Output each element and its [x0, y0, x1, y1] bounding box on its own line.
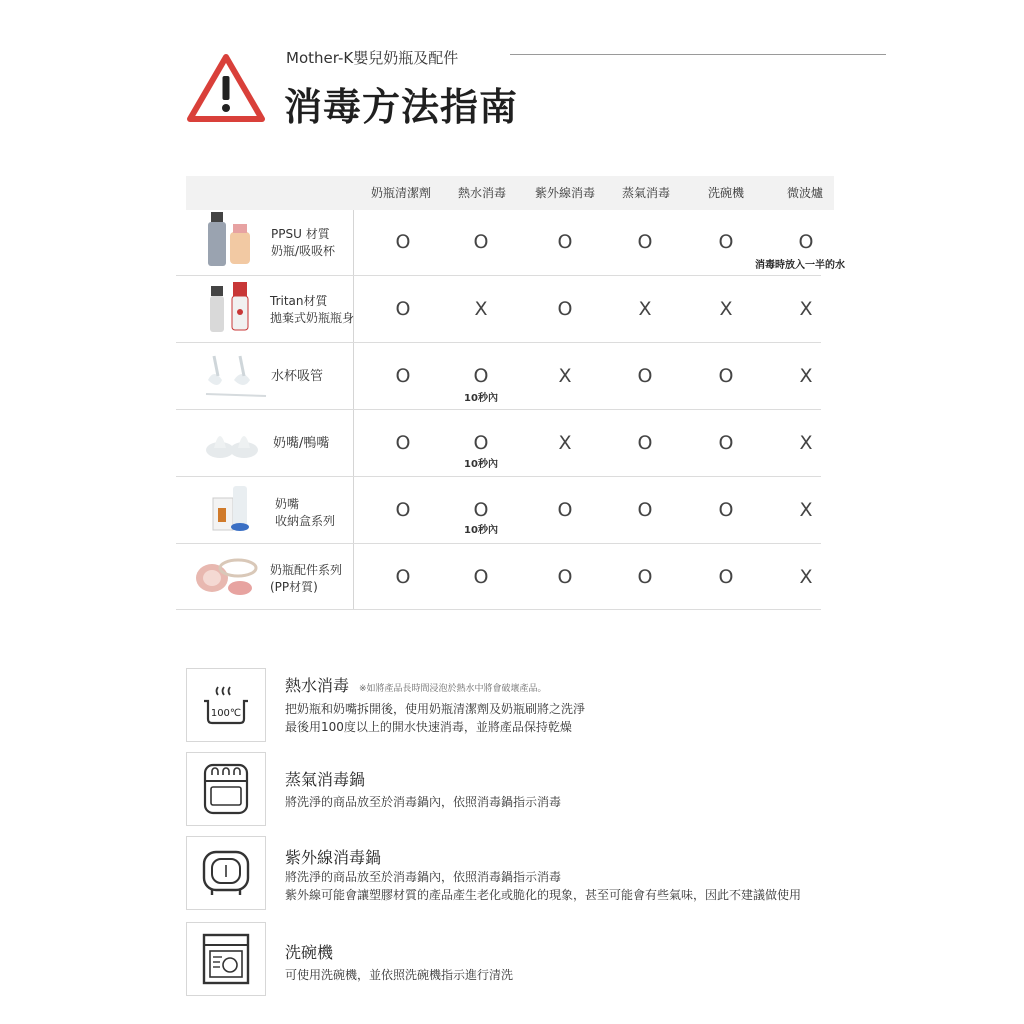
uv-method-box: [186, 836, 266, 910]
table-cell-mark: O: [473, 432, 489, 454]
row-label: PPSU 材質 奶瓶/吸吸杯: [271, 227, 336, 258]
column-header: 熱水消毒: [457, 186, 507, 200]
row-label: 奶瓶配件系列 (PP材質): [270, 563, 343, 594]
table-cell-mark: O: [637, 365, 653, 387]
column-header: 洗碗機: [707, 186, 745, 200]
straw-image: [200, 350, 270, 402]
table-cell-mark: O: [718, 566, 734, 588]
header-divider: [510, 54, 886, 55]
table-cell-mark: O: [637, 499, 653, 521]
method-description: 將洗淨的商品放至於消毒鍋內，依照消毒鍋指示消毒: [285, 795, 562, 809]
table-cell-mark: O: [395, 499, 411, 521]
table-cell-mark: O: [557, 566, 573, 588]
row-divider: [176, 409, 821, 410]
hot-water-pot-icon: [200, 683, 252, 727]
table-cell-mark: X: [799, 298, 813, 320]
table-cell-mark: X: [558, 432, 572, 454]
table-cell-mark: O: [473, 566, 489, 588]
method-title: 熱水消毒 ※如將產品長時間浸泡於熱水中將會破壞產品。: [285, 676, 547, 695]
column-header: 紫外線消毒: [534, 186, 596, 200]
dishwasher-icon: [200, 931, 252, 987]
table-cell-mark: O: [395, 231, 411, 253]
table-cell-mark: X: [558, 365, 572, 387]
dishwasher-method-box: [186, 922, 266, 996]
table-cell-mark: X: [799, 566, 813, 588]
table-cell-mark: O: [395, 566, 411, 588]
table-cell-mark: O: [637, 432, 653, 454]
hot-water-temp-label: 100℃: [210, 708, 242, 719]
row-label: Tritan材質 拋棄式奶瓶瓶身: [270, 294, 355, 325]
column-header: 奶瓶清潔劑: [370, 186, 432, 200]
table-cell-mark: X: [719, 298, 733, 320]
table-cell-mark: X: [799, 432, 813, 454]
row-divider: [176, 342, 821, 343]
page-title: 消毒方法指南: [284, 85, 519, 129]
steam-sterilizer-icon: [201, 761, 251, 817]
table-cell-mark: X: [799, 365, 813, 387]
table-cell-mark: O: [395, 365, 411, 387]
method-description: 將洗淨的商品放至於消毒鍋內，依照消毒鍋指示消毒 紫外線可能會讓塑膠材質的產品產生老化或脆化的現象，甚至可能會有些氣味，因此不建議做使用: [285, 870, 802, 902]
warning-icon: [186, 52, 266, 124]
microwave-note: 消毒時放入一半的水: [755, 260, 845, 271]
page-subtitle: Mother-K嬰兒奶瓶及配件: [286, 49, 459, 67]
ppsu-bottle-image: [203, 210, 253, 268]
table-cell-mark: X: [474, 298, 488, 320]
table-cell-mark: O: [473, 365, 489, 387]
table-cell-mark: O: [718, 499, 734, 521]
table-cell-mark: X: [638, 298, 652, 320]
table-cell-mark: O: [718, 432, 734, 454]
table-cell-mark: X: [799, 499, 813, 521]
table-cell-mark: O: [637, 566, 653, 588]
table-cell-mark: O: [395, 298, 411, 320]
table-cell-mark: O: [557, 231, 573, 253]
cell-note: 10秒內: [464, 525, 498, 536]
table-cell-mark: O: [473, 499, 489, 521]
cell-note: 10秒內: [464, 459, 498, 470]
method-description: 把奶瓶和奶嘴拆開後，使用奶瓶清潔劑及奶瓶刷將之洗淨 最後用100度以上的開水快速消毒，並將產品保持乾燥: [285, 702, 586, 734]
table-column-divider: [353, 210, 354, 610]
row-divider: [176, 609, 821, 610]
steam-method-box: [186, 752, 266, 826]
method-description: 可使用洗碗機，並依照洗碗機指示進行清洗: [285, 968, 514, 982]
table-cell-mark: O: [637, 231, 653, 253]
method-title: 洗碗機: [285, 943, 334, 962]
table-cell-mark: O: [798, 231, 814, 253]
row-label: 奶嘴 收納盒系列: [275, 497, 336, 528]
column-header: 蒸氣消毒: [621, 186, 671, 200]
row-label: 水杯吸管: [271, 369, 324, 384]
table-cell-mark: O: [557, 499, 573, 521]
table-cell-mark: O: [557, 298, 573, 320]
tritan-bottle-image: [207, 280, 253, 336]
row-label: 奶嘴/鴨嘴: [273, 436, 330, 451]
table-cell-mark: O: [718, 231, 734, 253]
nipple-storage-image: [211, 484, 251, 534]
method-title: 蒸氣消毒鍋: [285, 770, 366, 789]
cell-note: 10秒內: [464, 393, 498, 404]
method-note: ※如將產品長時間浸泡於熱水中將會破壞產品。: [359, 684, 547, 694]
row-divider: [176, 275, 821, 276]
table-cell-mark: O: [473, 231, 489, 253]
row-divider: [176, 476, 821, 477]
uv-sterilizer-icon: [200, 848, 252, 898]
column-header: 微波爐: [786, 186, 824, 200]
row-divider: [176, 543, 821, 544]
nipple-image: [204, 420, 260, 462]
table-cell-mark: O: [718, 365, 734, 387]
bottle-accessory-image: [194, 556, 264, 598]
hot-water-method-box: [186, 668, 266, 742]
table-cell-mark: O: [395, 432, 411, 454]
method-title: 紫外線消毒鍋: [285, 848, 382, 867]
